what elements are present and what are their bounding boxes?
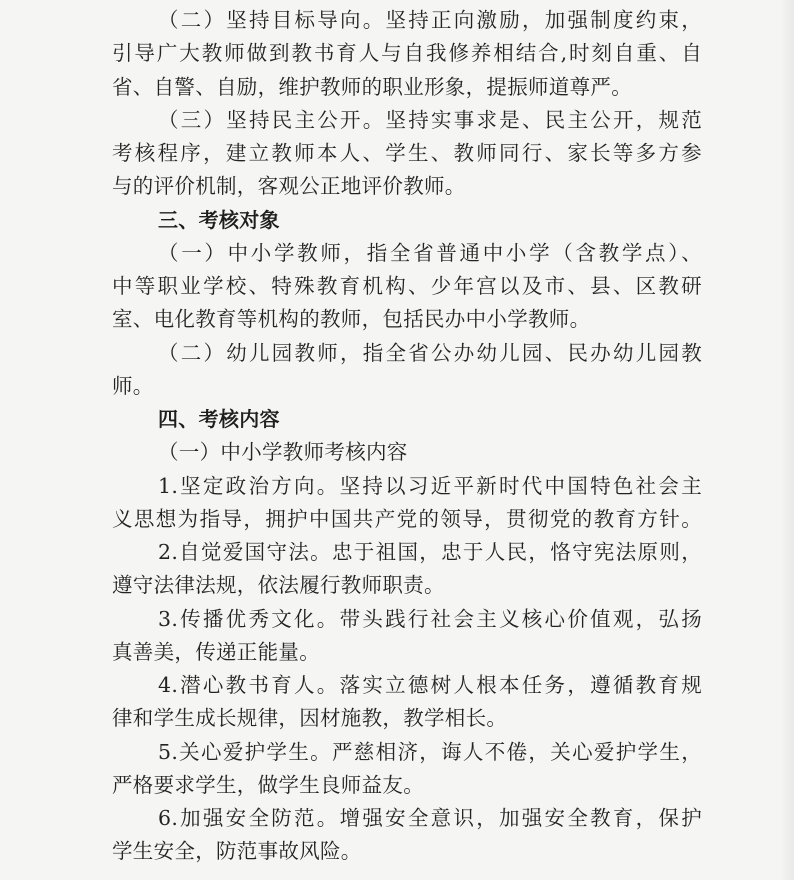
document-body <box>112 4 702 869</box>
page-edge-shadow <box>780 0 794 880</box>
paragraph-line: 6.加强安全防范。增强安全意识，加强安全教育，保护 <box>158 806 702 830</box>
paragraph-line: 义思想为指导，拥护中国共产党的领导，贯彻党的教育方针。 <box>112 506 702 531</box>
paragraph-line: 严格要求学生，做学生良师益友。 <box>112 772 424 797</box>
paragraph-line: （三）坚持民主公开。坚持实事求是、民主公开，规范 <box>158 107 702 132</box>
paragraph-line: （二）坚持目标导向。坚持正向激励，加强制度约束， <box>158 8 702 32</box>
subsection-heading: （一）中小学教师考核内容 <box>158 440 408 465</box>
paragraph-line: 律和学生成长规律，因材施教，教学相长。 <box>112 706 508 731</box>
paragraph-line: 2.自觉爱国守法。忠于祖国，忠于人民，恪守宪法原则， <box>158 540 702 564</box>
section-heading: 三、考核对象 <box>158 207 280 232</box>
paragraph-line: 5.关心爱护学生。严慈相济，诲人不倦，关心爱护学生， <box>158 739 702 764</box>
paragraph-line: 中等职业学校、特殊教育机构、少年宫以及市、县、区教研 <box>112 274 702 298</box>
paragraph-line: 省、自警、自励，维护教师的职业形象，提振师道尊严。 <box>112 74 632 99</box>
paragraph-line: 1.坚定政治方向。坚持以习近平新时代中国特色社会主 <box>158 473 702 498</box>
paragraph-line: 真善美，传递正能量。 <box>112 639 320 664</box>
paragraph-line: 室、电化教育等机构的教师，包括民办中小学教师。 <box>112 307 591 332</box>
paragraph-line: （一）中小学教师，指全省普通中小学（含教学点）、 <box>158 240 702 265</box>
paragraph-line: 考核程序，建立教师本人、学生、教师同行、家长等多方参 <box>112 141 702 165</box>
paragraph-line: 3.传播优秀文化。带头践行社会主义核心价值观，弘扬 <box>158 606 702 631</box>
paragraph-line: 学生安全，防范事故风险。 <box>112 839 362 864</box>
paragraph-line: 遵守法律法规，依法履行教师职责。 <box>112 573 445 598</box>
paragraph-line: 引导广大教师做到教书育人与自我修养相结合,时刻自重、自 <box>112 41 702 66</box>
section-heading: 四、考核内容 <box>158 407 280 431</box>
paragraph-line: 4.潜心教书育人。落实立德树人根本任务，遵循教育规 <box>158 673 702 697</box>
paragraph-line: 师。 <box>112 373 154 398</box>
paragraph-line: （二）幼儿园教师，指全省公办幼儿园、民办幼儿园教 <box>158 340 702 365</box>
paragraph-line: 与的评价机制，客观公正地评价教师。 <box>112 174 466 199</box>
